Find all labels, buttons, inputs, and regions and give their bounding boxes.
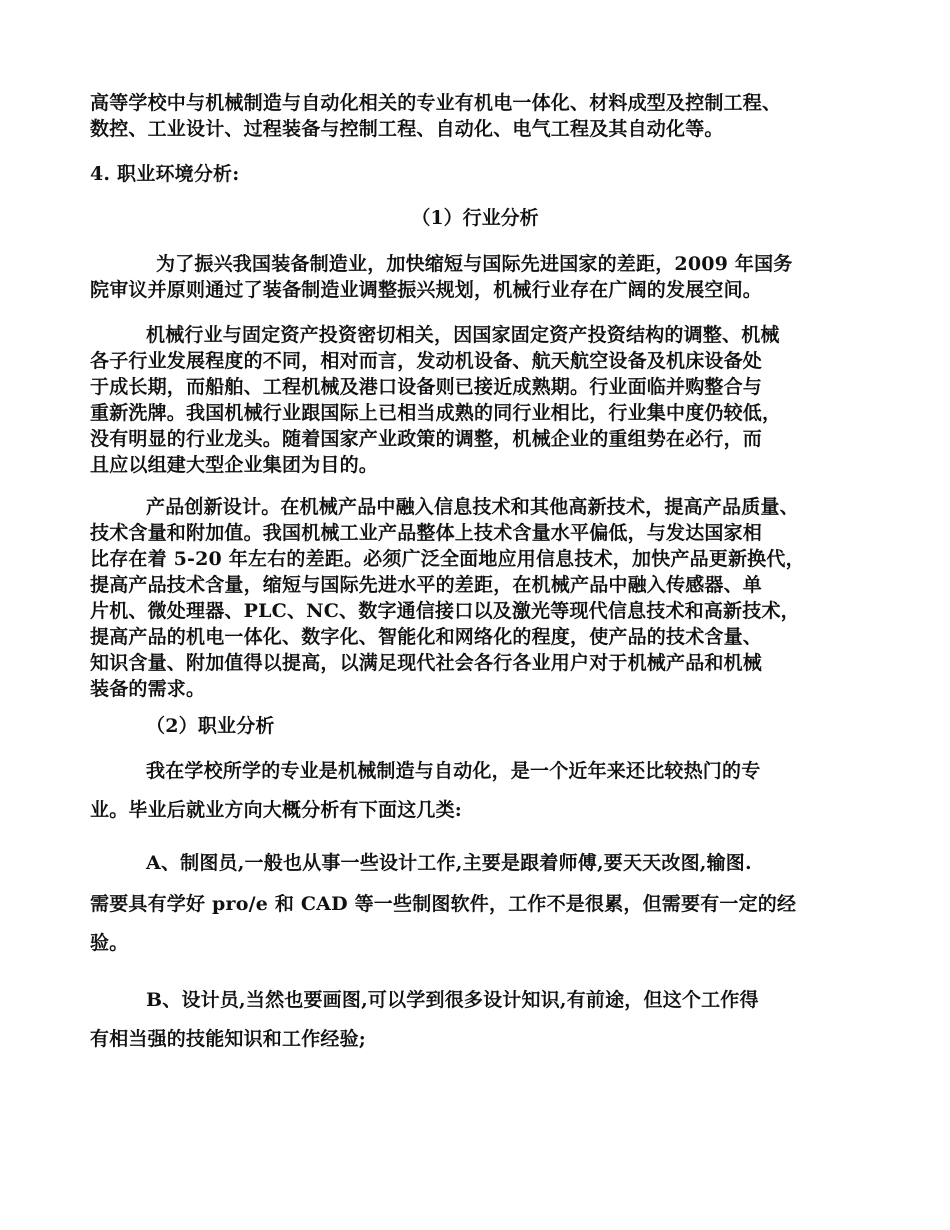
intro-line: 高等学校中与机械制造与自动化相关的专业有机电一体化、材料成型及控制工程、 — [90, 92, 782, 114]
intro-line: 数控、工业设计、过程装备与控制工程、自动化、电气工程及其自动化等。 — [90, 118, 724, 140]
paragraph-line: 机械行业与固定资产投资密切相关，因国家固定资产投资结构的调整、机械 — [146, 324, 780, 346]
paragraph-line: 片机、微处理器、PLC、NC、数字通信接口以及激光等现代信息技术和高新技术， — [90, 600, 800, 622]
list-item-line: 有相当强的技能知识和工作经验; — [90, 1028, 367, 1050]
paragraph-line: 院审议并原则通过了装备制造业调整振兴规划，机械行业存在广阔的发展空间。 — [90, 279, 763, 301]
list-item-line: B、设计员,当然也要画图,可以学到很多设计知识,有前途，但这个工作得 — [146, 989, 759, 1011]
paragraph-line: 我在学校所学的专业是机械制造与自动化，是一个近年来还比较热门的专 — [146, 760, 761, 782]
paragraph-line: 提高产品的机电一体化、数字化、智能化和网络化的程度，使产品的技术含量、 — [90, 626, 763, 648]
paragraph-line: 比存在着 5-20 年左右的差距。必须广泛全面地应用信息技术，加快产品更新换代， — [90, 548, 805, 570]
paragraph-line: 装备的需求。 — [90, 678, 206, 700]
section-title: 4. 职业环境分析: — [90, 163, 240, 185]
paragraph-line: 没有明显的行业龙头。随着国家产业政策的调整，机械企业的重组势在必行，而 — [90, 428, 763, 450]
paragraph-line: 提高产品技术含量，缩短与国际先进水平的差距，在机械产品中融入传感器、单 — [90, 574, 763, 596]
paragraph-line: 重新洗牌。我国机械行业跟国际上已相当成熟的同行业相比，行业集中度仍较低， — [90, 402, 782, 424]
paragraph-line: 产品创新设计。在机械产品中融入信息技术和其他高新技术，提高产品质量、 — [146, 496, 799, 518]
industry-heading: （1）行业分析 — [411, 207, 539, 229]
paragraph-line: 为了振兴我国装备制造业，加快缩短与国际先进国家的差距，2009 年国务 — [156, 253, 793, 275]
paragraph-line: 知识含量、附加值得以提高，以满足现代社会各行各业用户对于机械产品和机械 — [90, 652, 763, 674]
paragraph-line: 于成长期，而船舶、工程机械及港口设备则已接近成熟期。行业面临并购整合与 — [90, 376, 763, 398]
list-item-line: 验。 — [90, 932, 129, 954]
paragraph-line: 各子行业发展程度的不同，相对而言，发动机设备、航天航空设备及机床设备处 — [90, 350, 763, 372]
career-heading: （2）职业分析 — [146, 715, 275, 737]
paragraph-line: 业。毕业后就业方向大概分析有下面这几类: — [90, 799, 463, 821]
paragraph-line: 且应以组建大型企业集团为目的。 — [90, 454, 379, 476]
paragraph-line: 技术含量和附加值。我国机械工业产品整体上技术含量水平偏低，与发达国家相 — [90, 522, 763, 544]
list-item-line: 需要具有学好 pro/e 和 CAD 等一些制图软件，工作不是很累，但需要有一定的经 — [90, 893, 797, 915]
list-item-line: A、制图员,一般也从事一些设计工作,主要是跟着师傅,要天天改图,输图. — [146, 852, 752, 874]
